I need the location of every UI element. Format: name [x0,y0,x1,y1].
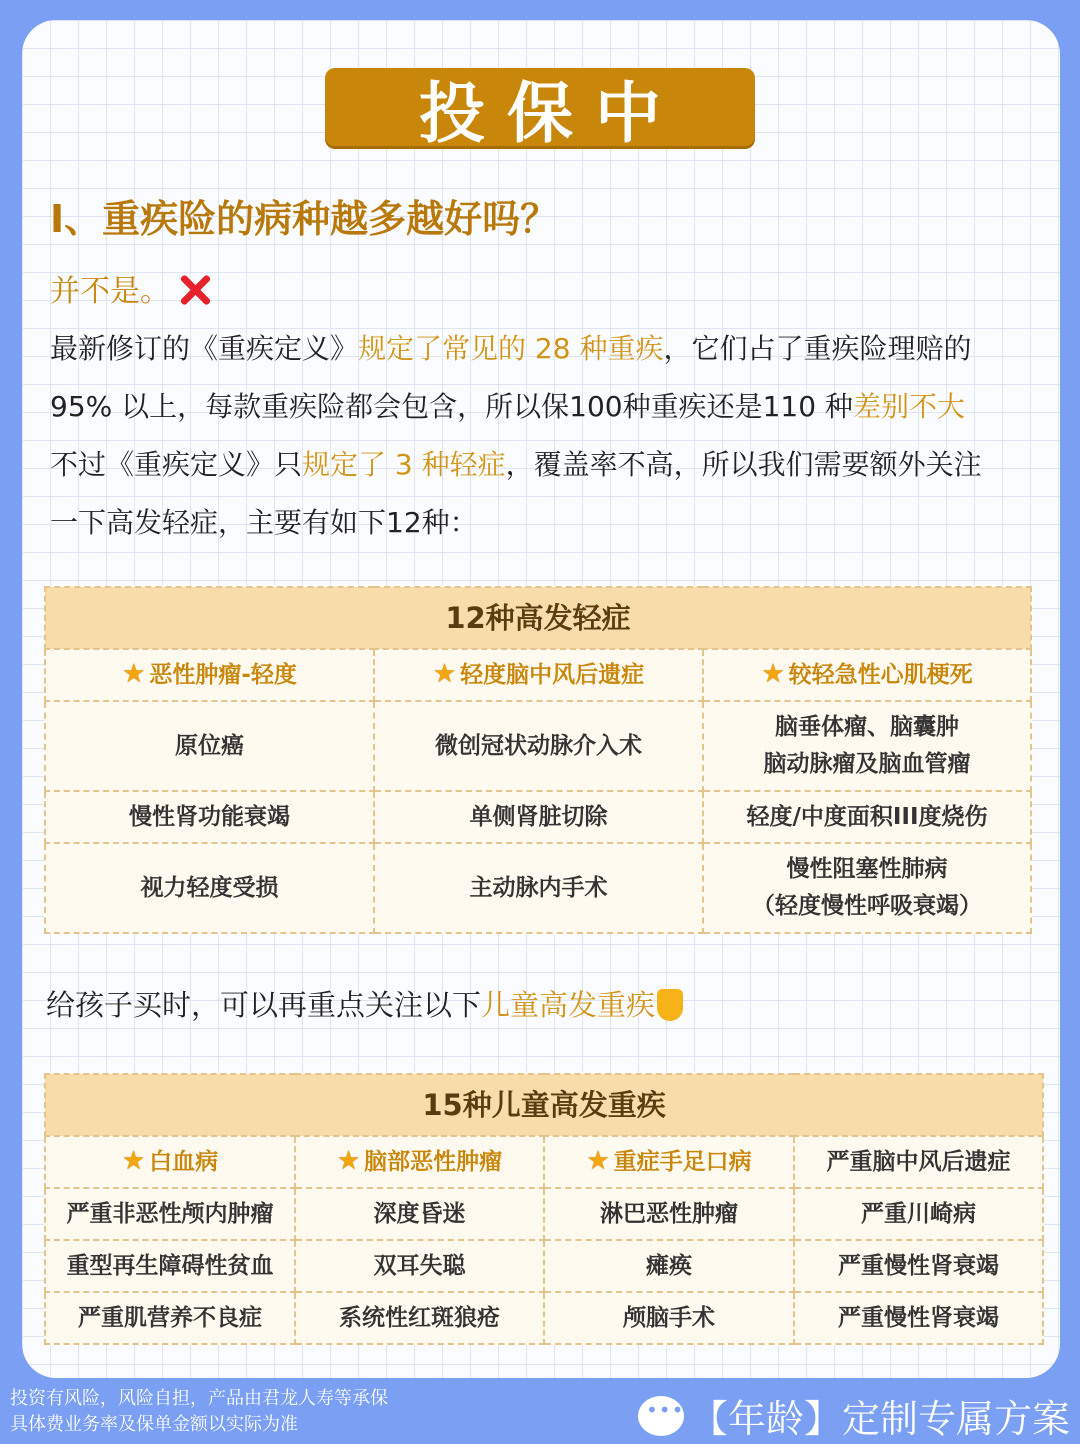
star-icon: ★ [761,659,785,689]
body-text: 最新修订的《重疾定义》 [50,332,359,365]
body-highlight: 规定了 3 种轻症 [302,448,506,481]
table-cell: 严重非恶性颅内肿瘤 [45,1188,295,1240]
table-cell: 重型再生障碍性贫血 [45,1240,295,1292]
body-line-2 [50,385,965,425]
table-cell: 颅脑手术 [544,1292,794,1344]
table-cell: 慢性肾功能衰竭 [45,791,374,843]
disclaimer-line: 具体费业务率及保单金额以实际为准 [10,1414,298,1435]
table-cell [45,649,374,701]
cta-label: 【年龄】定制专属方案 [690,1397,1071,1441]
table-cell: 严重脑中风后遗症 [794,1136,1043,1188]
body-text: 95% 以上，每款重疾险都会包含，所以保100种重疾还是110 种 [50,390,853,423]
child-illness-table [44,1073,1044,1345]
table-cell [703,843,1031,933]
child-intro-highlight: 儿童高发重疾 [481,988,656,1022]
cross-icon [178,273,212,307]
table-cell [703,701,1031,791]
table-cell [703,649,1031,701]
star-icon: ★ [586,1146,610,1176]
table-cell [374,649,703,701]
body-line-4: 一下高发轻症，主要有如下12种： [50,506,478,539]
table-cell: 严重慢性肾衰竭 [794,1292,1043,1344]
child-intro-line [46,983,683,1024]
star-icon: ★ [121,1146,146,1176]
cell-line: 脑垂体瘤、脑囊肿 [775,714,960,740]
banner-title: 投保中 [419,74,683,152]
table-cell [45,1136,295,1188]
body-line-1 [50,327,971,367]
table-cell: 微创冠状动脉介入术 [374,701,703,791]
header-label: 重症手足口病 [613,1149,752,1175]
mild-table-title: 12种高发轻症 [45,587,1031,649]
answer-line [50,266,212,310]
table-cell: 轻度/中度面积III度烧伤 [703,791,1031,843]
child-table-title: 15种儿童高发重疾 [45,1074,1043,1136]
disclaimer [10,1386,388,1438]
star-icon: ★ [432,659,457,689]
body-text: ，它们占了重疾险理赔的 [663,332,972,365]
table-cell: 系统性红斑狼疮 [295,1292,544,1344]
disclaimer-line: 投资有风险，风险自担，产品由君龙人寿等承保 [10,1388,388,1409]
header-label: 恶性肿瘤-轻度 [149,662,297,688]
table-cell: 视力轻度受损 [45,843,374,933]
header-label: 脑部恶性肿瘤 [364,1149,503,1175]
title-banner [325,68,755,152]
cell-line: （轻度慢性呼吸衰竭） [752,893,983,919]
table-cell: 严重慢性肾衰竭 [794,1240,1043,1292]
header-label: 较轻急性心肌梗死 [788,662,973,688]
mild-illness-table [44,586,1032,934]
child-intro-text: 给孩子买时，可以再重点关注以下 [46,988,482,1022]
body-highlight: 差别不大 [852,390,965,423]
table-cell: 淋巴恶性肿瘤 [544,1188,794,1240]
answer-text: 并不是。 [50,274,170,309]
table-cell: 单侧肾脏切除 [374,791,703,843]
cell-line: 慢性阻塞性肺病 [786,856,948,882]
cell-line: 脑动脉瘤及脑血管瘤 [763,751,971,777]
header-label: 轻度脑中风后遗症 [460,662,645,688]
body-text: 不过《重疾定义》只 [50,448,303,481]
table-cell: 原位癌 [45,701,374,791]
star-icon: ★ [122,659,146,689]
table-cell: 深度昏迷 [295,1188,544,1240]
header-label: 白血病 [149,1149,219,1175]
table-cell: 严重川崎病 [794,1188,1043,1240]
star-icon: ★ [336,1146,361,1176]
body-highlight: 规定了常见的 28 种重疾 [358,332,664,365]
table-cell [544,1136,794,1188]
body-text: ，覆盖率不高，所以我们需要额外关注 [505,448,982,481]
consult-cta[interactable] [638,1388,1070,1443]
body-line-3 [50,443,982,483]
pointing-down-icon [657,989,683,1021]
table-cell [295,1136,544,1188]
table-cell: 双耳失聪 [295,1240,544,1292]
question-heading: I、重疾险的病种越多越好吗？ [50,197,559,241]
table-cell: 主动脉内手术 [374,843,703,933]
chat-bubble-icon [638,1396,684,1436]
table-cell: 瘫痪 [544,1240,794,1292]
table-cell: 严重肌营养不良症 [45,1292,295,1344]
